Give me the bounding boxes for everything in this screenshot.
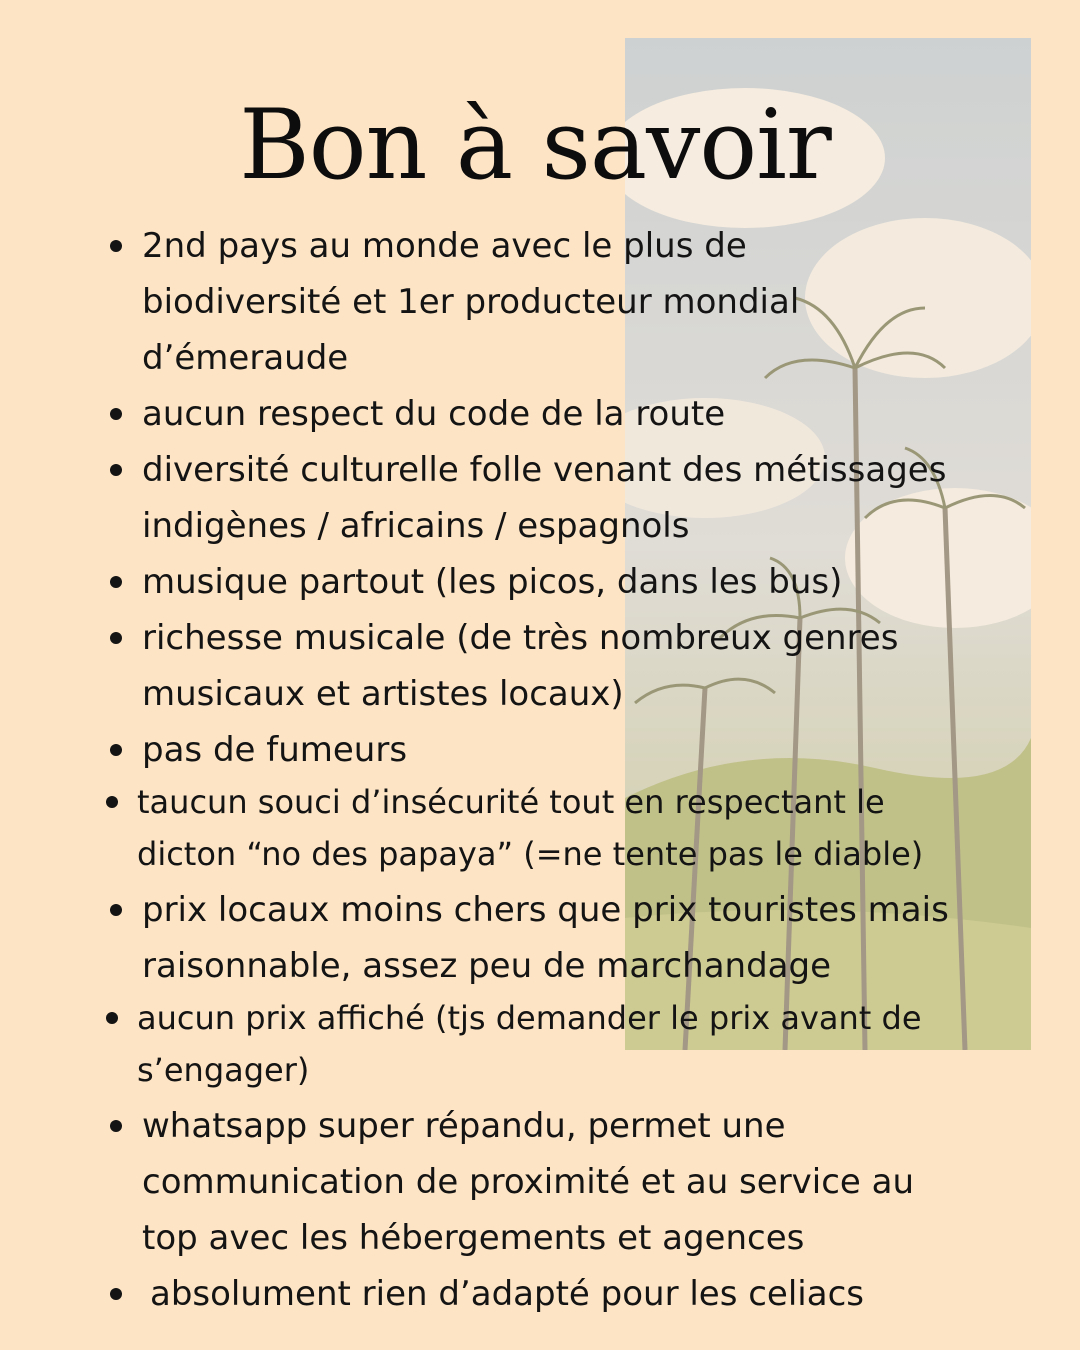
bullet-icon [110, 576, 122, 588]
page-title: Bon à savoir [239, 89, 831, 201]
bullet-icon [110, 408, 122, 420]
list-item-line: raisonnable, assez peu de marchandage [142, 946, 831, 986]
bullet-icon [110, 1120, 122, 1132]
list-item-line: aucun prix affiché (tjs demander le prix avant de [137, 999, 922, 1037]
bullet-icon [110, 904, 122, 916]
list-item-line: musicaux et artistes locaux) [142, 674, 624, 714]
list-item-line: absolument rien d’adapté pour les celiacs [150, 1274, 864, 1314]
list-item-line: d’émeraude [142, 338, 349, 378]
list-item-line: dicton “no des papaya” (=ne tente pas le diable) [137, 835, 924, 873]
list-item-line: biodiversité et 1er producteur mondial [142, 282, 800, 322]
list-item-line: taucun souci d’insécurité tout en respectant le [137, 783, 885, 821]
list-item-line: diversité culturelle folle venant des métissages [142, 450, 947, 490]
bullet-icon [110, 632, 122, 644]
list-item-line: whatsapp super répandu, permet une [142, 1106, 786, 1146]
list-item-line: musique partout (les picos, dans les bus) [142, 562, 843, 602]
list-item-line: richesse musicale (de très nombreux genres [142, 618, 899, 658]
bullet-icon [106, 1012, 118, 1024]
bullet-icon [110, 464, 122, 476]
list-item-line: communication de proximité et au service au [142, 1162, 915, 1202]
list-item-line: pas de fumeurs [142, 730, 408, 770]
bullet-icon [110, 240, 122, 252]
bullet-icon [106, 796, 118, 808]
bullet-icon [110, 1288, 122, 1300]
list-item-line: aucun respect du code de la route [142, 394, 726, 434]
list-item-line: indigènes / africains / espagnols [142, 506, 690, 546]
list-item-line: top avec les hébergements et agences [142, 1218, 805, 1258]
list-item-line: 2nd pays au monde avec le plus de [142, 226, 747, 266]
list-item-line: s’engager) [137, 1051, 310, 1089]
bullet-icon [110, 744, 122, 756]
list-item-line: prix locaux moins chers que prix touristes mais [142, 890, 949, 930]
